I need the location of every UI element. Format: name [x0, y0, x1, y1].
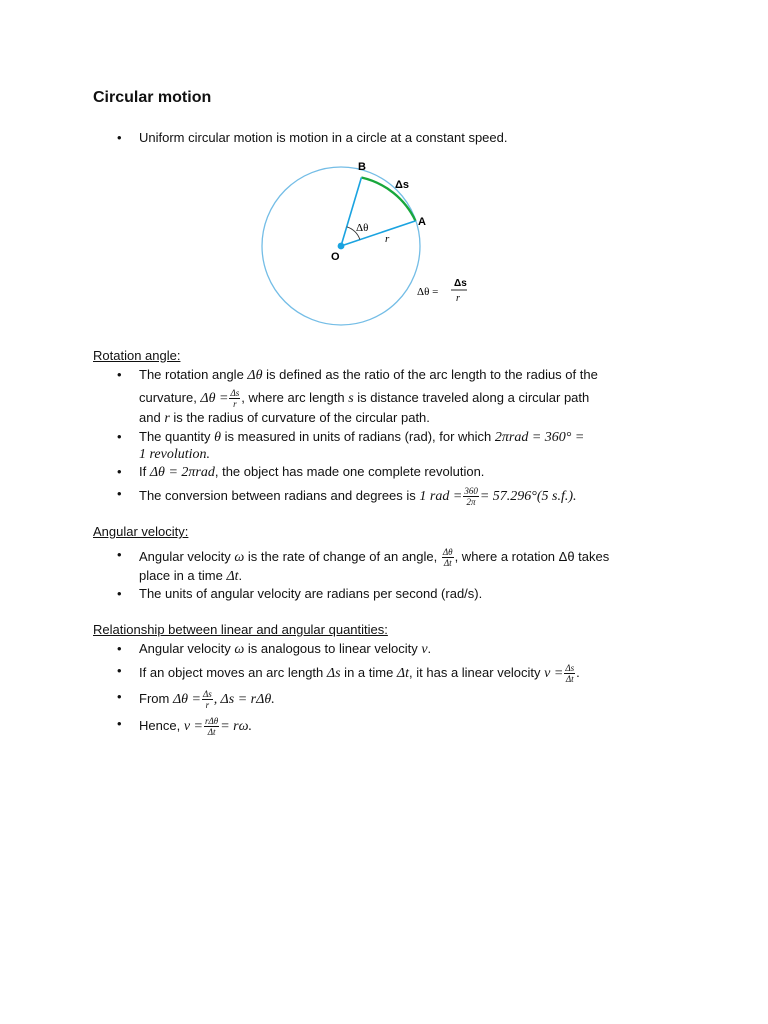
- rotation-bullet-3: • If Δθ = 2πrad, the object has made one complete revolution.: [117, 464, 485, 480]
- bullet-dot: •: [117, 367, 122, 382]
- formula-lhs: Δθ =: [417, 286, 439, 298]
- label-r: r: [385, 233, 390, 245]
- bullet-dot: •: [117, 716, 122, 731]
- label-b: B: [358, 161, 366, 173]
- bullet-dot: •: [117, 130, 122, 145]
- bullet-dot: •: [117, 689, 122, 704]
- relationship-bullet-4: • Hence, v = $\frac{\text{rΔθ}}{\Delta t}$ = rω.: [117, 716, 252, 737]
- fraction-ds-dt: $\frac{\Delta s}{\Delta t}$: [565, 663, 575, 684]
- relationship-heading: Relationship between linear and angular quantities:: [93, 622, 388, 637]
- rotation-bullet-1-line-3: and r is the radius of curvature of the circular path.: [139, 410, 430, 426]
- label-o: O: [331, 251, 340, 263]
- circular-motion-diagram: [255, 158, 485, 328]
- rotation-heading: Rotation angle:: [93, 348, 181, 363]
- fraction-rdtheta-dt: $\frac{\text{rΔθ}}{\Delta t}$: [204, 716, 219, 737]
- fraction-360-2pi: $\frac{360}{2\pi}$: [464, 486, 478, 507]
- page-title: Circular motion: [93, 89, 212, 106]
- angular-bullet-2: • The units of angular velocity are radians per second (rad/s).: [117, 586, 483, 601]
- fraction-ds-r-2: $\frac{\Delta s}{r}$: [203, 689, 212, 710]
- rotation-bullet-1: • The rotation angle Δθ is defined as the ratio of the arc length to the radius of the: [117, 367, 598, 383]
- relationship-bullet-3: • From Δθ = $\frac{\Delta s}{r}$ , Δs = rΔθ.: [117, 689, 275, 710]
- label-ds: Δs: [395, 179, 410, 191]
- bullet-dot: •: [117, 663, 122, 678]
- fraction-ds-r: $\frac{\Delta s}{r}$: [230, 388, 240, 409]
- radius-oa: [341, 221, 416, 246]
- rotation-bullet-2: • The quantity θ is measured in units of radians (rad), for which 2πrad = 360° =: [117, 429, 585, 445]
- label-dtheta: Δθ: [356, 222, 369, 234]
- intro-bullet: [117, 130, 508, 146]
- bullet-dot: •: [117, 547, 122, 562]
- fraction-dtheta-dt: $\frac{\Delta\theta}{\Delta t}$: [442, 547, 453, 568]
- bullet-dot: •: [117, 464, 122, 479]
- rotation-bullet-2-line-2: 1 revolution.: [139, 447, 211, 462]
- formula-den: r: [456, 293, 460, 304]
- bullet-dot: •: [117, 586, 122, 601]
- relationship-bullet-2: • If an object moves an arc length Δs in a time Δt, it has a linear velocity v = $\frac{\Delta s}{\Delta t}$ .: [117, 663, 580, 684]
- label-a: A: [418, 216, 426, 228]
- angular-bullet-1: • Angular velocity ω is the rate of change of an angle, $\frac{\Delta\theta}{\Delta t}$ , where a rotation Δθ takes: [117, 547, 610, 568]
- center-point: [338, 243, 345, 250]
- rotation-bullet-4: • The conversion between radians and degrees is 1 rad = $\frac{360}{2\pi}$ = 57.296°(5 s.f.).: [117, 486, 577, 507]
- angular-bullet-1-line-2: place in a time Δt.: [139, 568, 243, 584]
- bullet-dot: •: [117, 429, 122, 444]
- relationship-bullet-1: • Angular velocity ω is analogous to linear velocity v.: [117, 641, 432, 657]
- rotation-bullet-1-line-2: curvature, Δθ = $\frac{\Delta s}{r}$ , where arc length s is distance traveled along a circular path: [139, 388, 590, 409]
- intro-text: Uniform circular motion is motion in a circle at a constant speed.: [139, 130, 508, 145]
- angular-heading: Angular velocity:: [93, 524, 189, 539]
- bullet-dot: •: [117, 486, 122, 501]
- formula-num: Δs: [454, 278, 467, 289]
- bullet-dot: •: [117, 641, 122, 656]
